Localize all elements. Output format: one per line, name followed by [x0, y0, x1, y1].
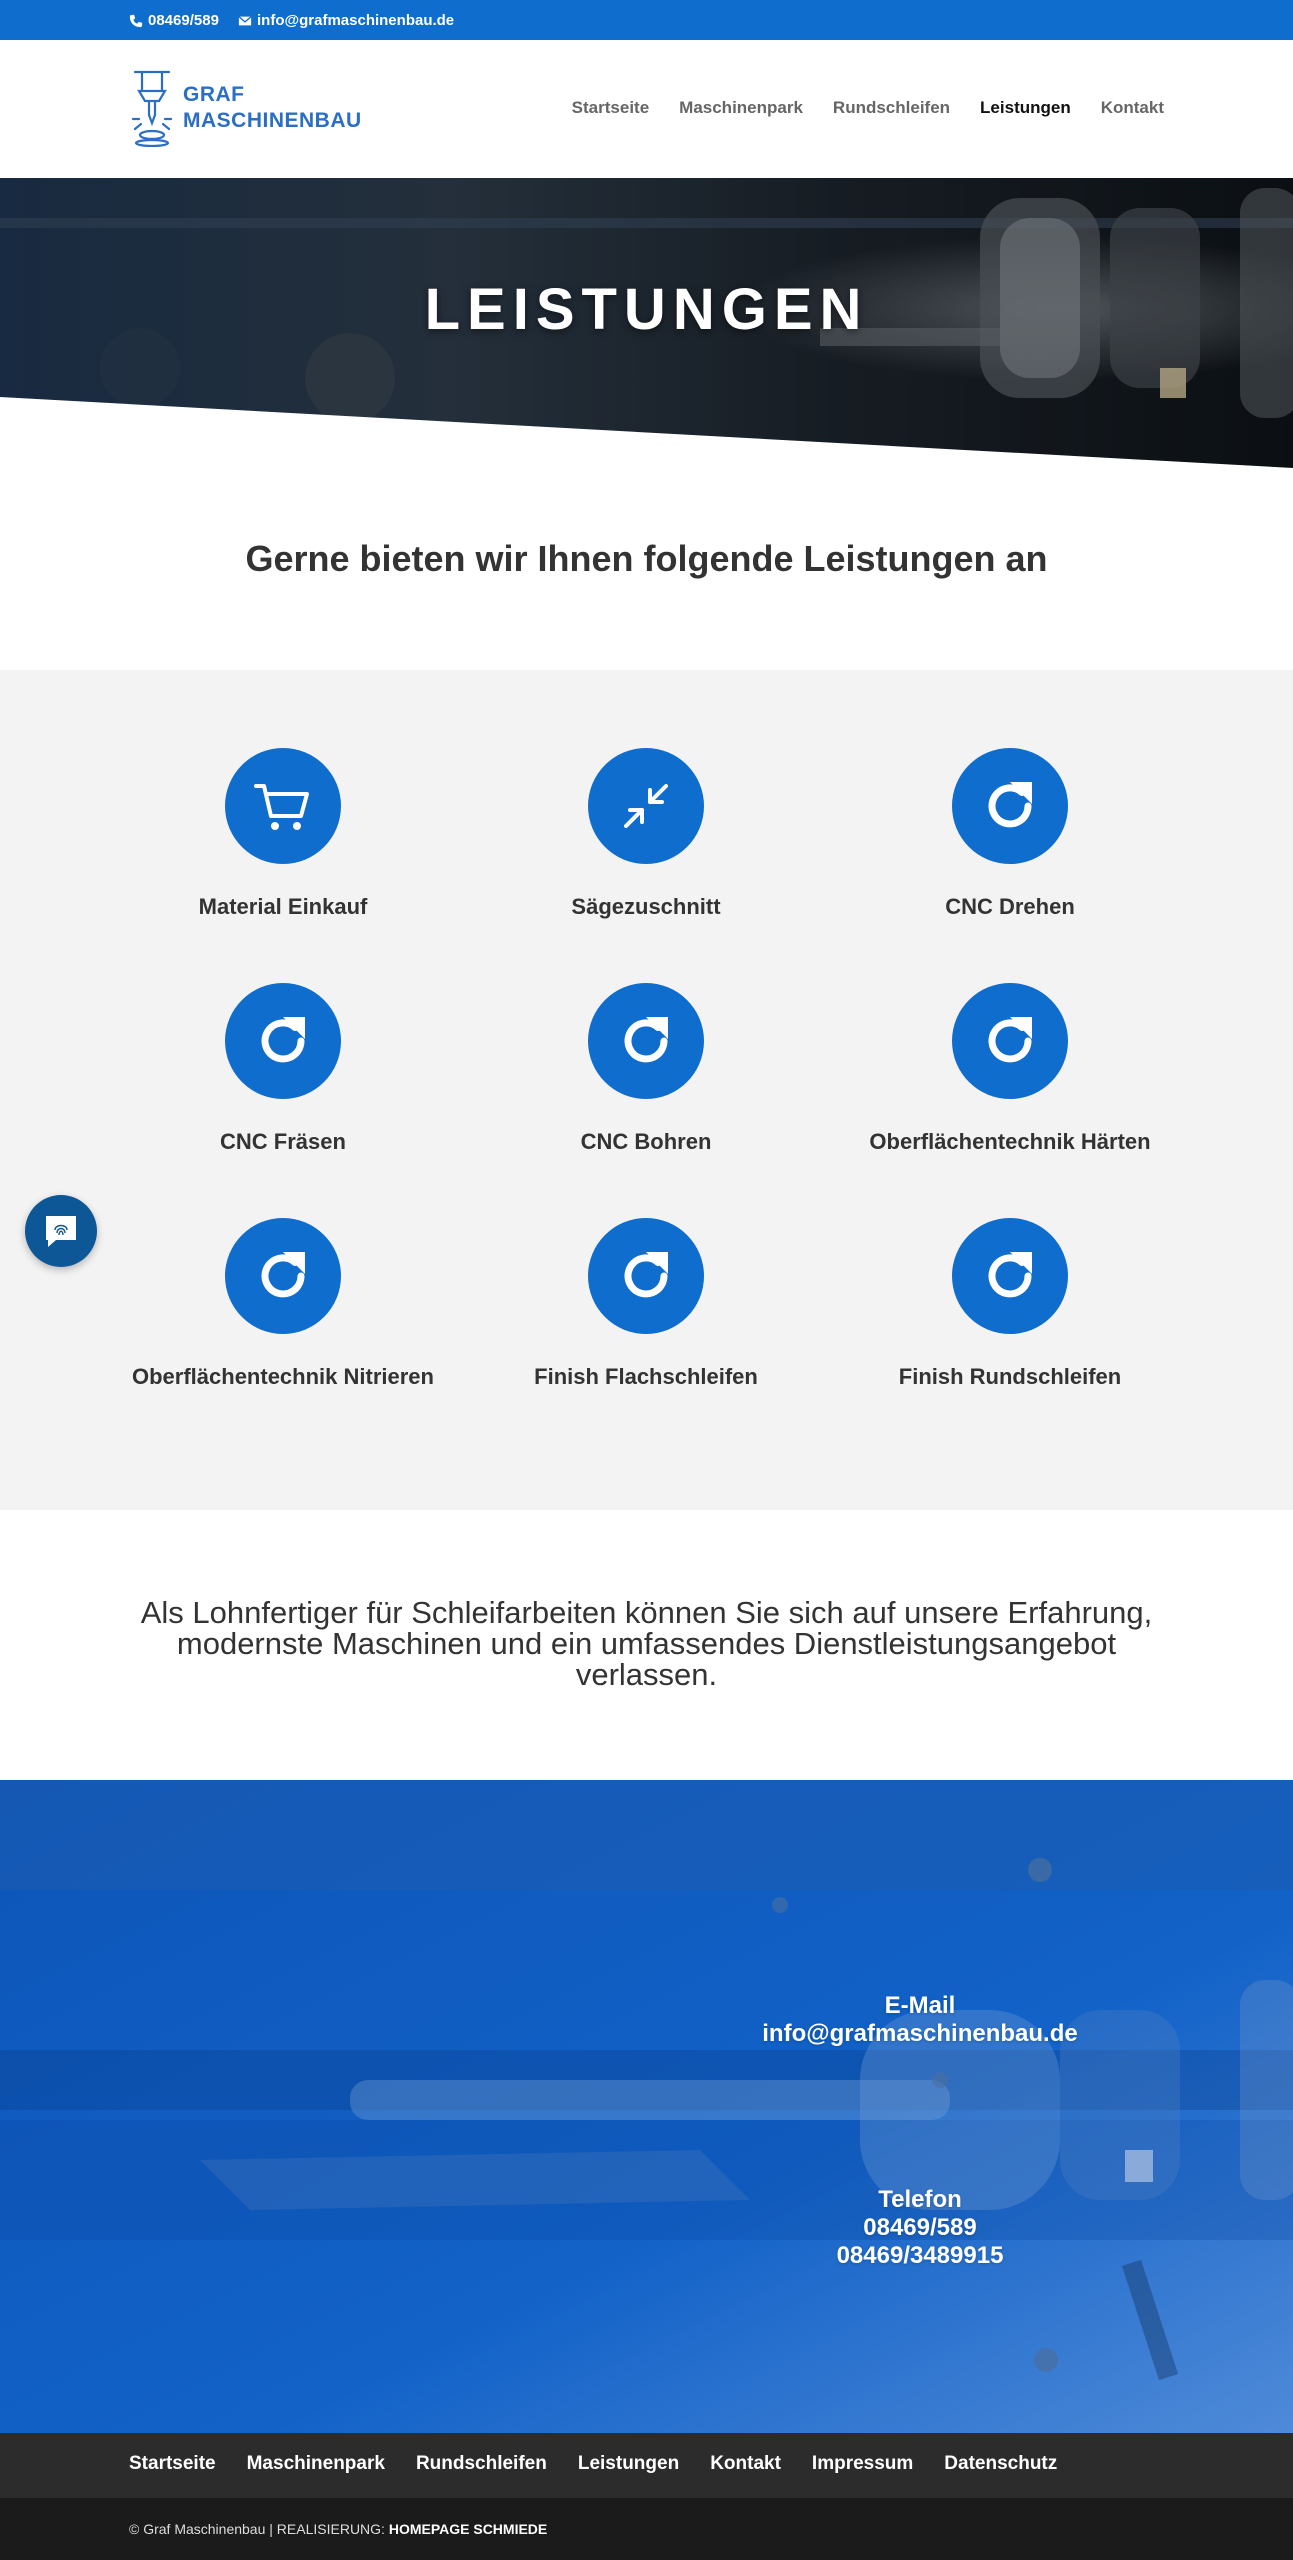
service-label: Finish Flachschleifen: [534, 1364, 758, 1389]
service-icon-circle: [588, 748, 704, 864]
service-label: Oberflächentechnik Härten: [869, 1129, 1151, 1154]
copyright-text: © Graf Maschinenbau | REALISIERUNG:: [129, 2521, 389, 2537]
nav-maschinenpark[interactable]: Maschinenpark: [679, 98, 803, 117]
cart-icon: [251, 774, 315, 838]
service-icon-circle: [952, 1218, 1068, 1334]
nav-leistungen[interactable]: Leistungen: [980, 98, 1071, 117]
contact-background-image: [0, 1780, 1293, 2433]
footer-link-maschinenpark[interactable]: Maschinenpark: [246, 2453, 385, 2474]
service-item: [456, 1218, 836, 1390]
drill-logo-icon: [131, 69, 173, 147]
footer-link-impressum[interactable]: Impressum: [811, 2453, 914, 2474]
topbar-email[interactable]: [238, 12, 454, 29]
redo-icon: [978, 774, 1042, 838]
service-label: CNC Bohren: [580, 1129, 712, 1154]
service-icon-circle: [588, 1218, 704, 1334]
nav-kontakt[interactable]: Kontakt: [1100, 98, 1164, 117]
logo-line1: GRAF: [183, 83, 245, 106]
service-item: [93, 983, 473, 1155]
service-label: CNC Drehen: [945, 894, 1075, 919]
statement-text: [130, 1597, 1163, 1690]
email-link[interactable]: info@grafmaschinenbau.de: [762, 2020, 1078, 2047]
nav-rundschleifen[interactable]: Rundschleifen: [832, 98, 951, 117]
service-label: CNC Fräsen: [220, 1129, 346, 1154]
redo-icon: [614, 1009, 678, 1073]
logo-line2: MASCHINENBAU: [183, 109, 362, 132]
redo-icon: [978, 1009, 1042, 1073]
service-item: [820, 748, 1200, 920]
service-icon-circle: [225, 983, 341, 1099]
service-item: [93, 748, 473, 920]
statement-line2: modernste Maschinen und ein umfassendes Dienstleistungsangebot: [176, 1626, 1117, 1661]
service-icon-circle: [225, 748, 341, 864]
service-label: Material Einkauf: [198, 894, 368, 919]
logo[interactable]: [131, 69, 362, 147]
statement-line1: Als Lohnfertiger für Schleifarbeiten können Sie sich auf unsere Erfahrung,: [140, 1595, 1153, 1630]
phone-label: Telefon: [878, 2186, 962, 2213]
service-label: Finish Rundschleifen: [898, 1364, 1122, 1389]
page-title: LEISTUNGEN: [424, 277, 869, 342]
top-bar: [0, 0, 1293, 40]
topbar-phone[interactable]: [129, 12, 219, 29]
footer-link-startseite[interactable]: Startseite: [129, 2453, 216, 2474]
phone-icon: [129, 14, 143, 28]
envelope-icon: [238, 14, 252, 28]
service-label: Oberflächentechnik Nitrieren: [132, 1364, 434, 1389]
phone-number-2[interactable]: 08469/3489915: [836, 2242, 1004, 2269]
redo-icon: [978, 1244, 1042, 1308]
services-heading: Gerne bieten wir Ihnen folgende Leistungen an: [245, 538, 1048, 579]
service-icon-circle: [225, 1218, 341, 1334]
site-header: [0, 40, 1293, 178]
topbar-email-text: info@grafmaschinenbau.de: [257, 12, 455, 29]
footer-link-rundschleifen[interactable]: Rundschleifen: [415, 2453, 547, 2474]
contact-section: [0, 1780, 1293, 2433]
service-icon-circle: [952, 983, 1068, 1099]
statement-line3: verlassen.: [575, 1657, 718, 1692]
service-item: [456, 748, 836, 920]
redo-icon: [251, 1009, 315, 1073]
footer-link-datenschutz[interactable]: Datenschutz: [944, 2453, 1058, 2474]
copyright-bar: [0, 2498, 1293, 2560]
footer-nav: [0, 2433, 1293, 2498]
service-icon-circle: [952, 748, 1068, 864]
redo-icon: [614, 1244, 678, 1308]
service-item: [820, 983, 1200, 1155]
main-nav: [572, 98, 1164, 118]
hero-banner: [0, 178, 1293, 468]
phone-number-1[interactable]: 08469/589: [863, 2214, 977, 2241]
email-label: E-Mail: [884, 1992, 956, 2019]
redo-icon: [251, 1244, 315, 1308]
topbar-phone-text: 08469/589: [148, 12, 219, 29]
privacy-settings-button[interactable]: [25, 1195, 97, 1267]
service-item: [93, 1218, 473, 1390]
footer-link-leistungen[interactable]: Leistungen: [577, 2453, 680, 2474]
nav-startseite[interactable]: Startseite: [571, 98, 650, 117]
credit-link[interactable]: HOMEPAGE SCHMIEDE: [388, 2521, 548, 2537]
service-label: Sägezuschnitt: [571, 894, 721, 919]
service-item: [820, 1218, 1200, 1390]
service-icon-circle: [588, 983, 704, 1099]
footer-link-kontakt[interactable]: Kontakt: [710, 2453, 781, 2474]
contact-email: [720, 1992, 1120, 2048]
logo-text: [183, 82, 362, 134]
contact-phone: [720, 2186, 1120, 2270]
fingerprint-chat-icon: [42, 1212, 80, 1250]
compress-icon: [614, 774, 678, 838]
service-item: [456, 983, 836, 1155]
services-section: [0, 670, 1293, 1510]
